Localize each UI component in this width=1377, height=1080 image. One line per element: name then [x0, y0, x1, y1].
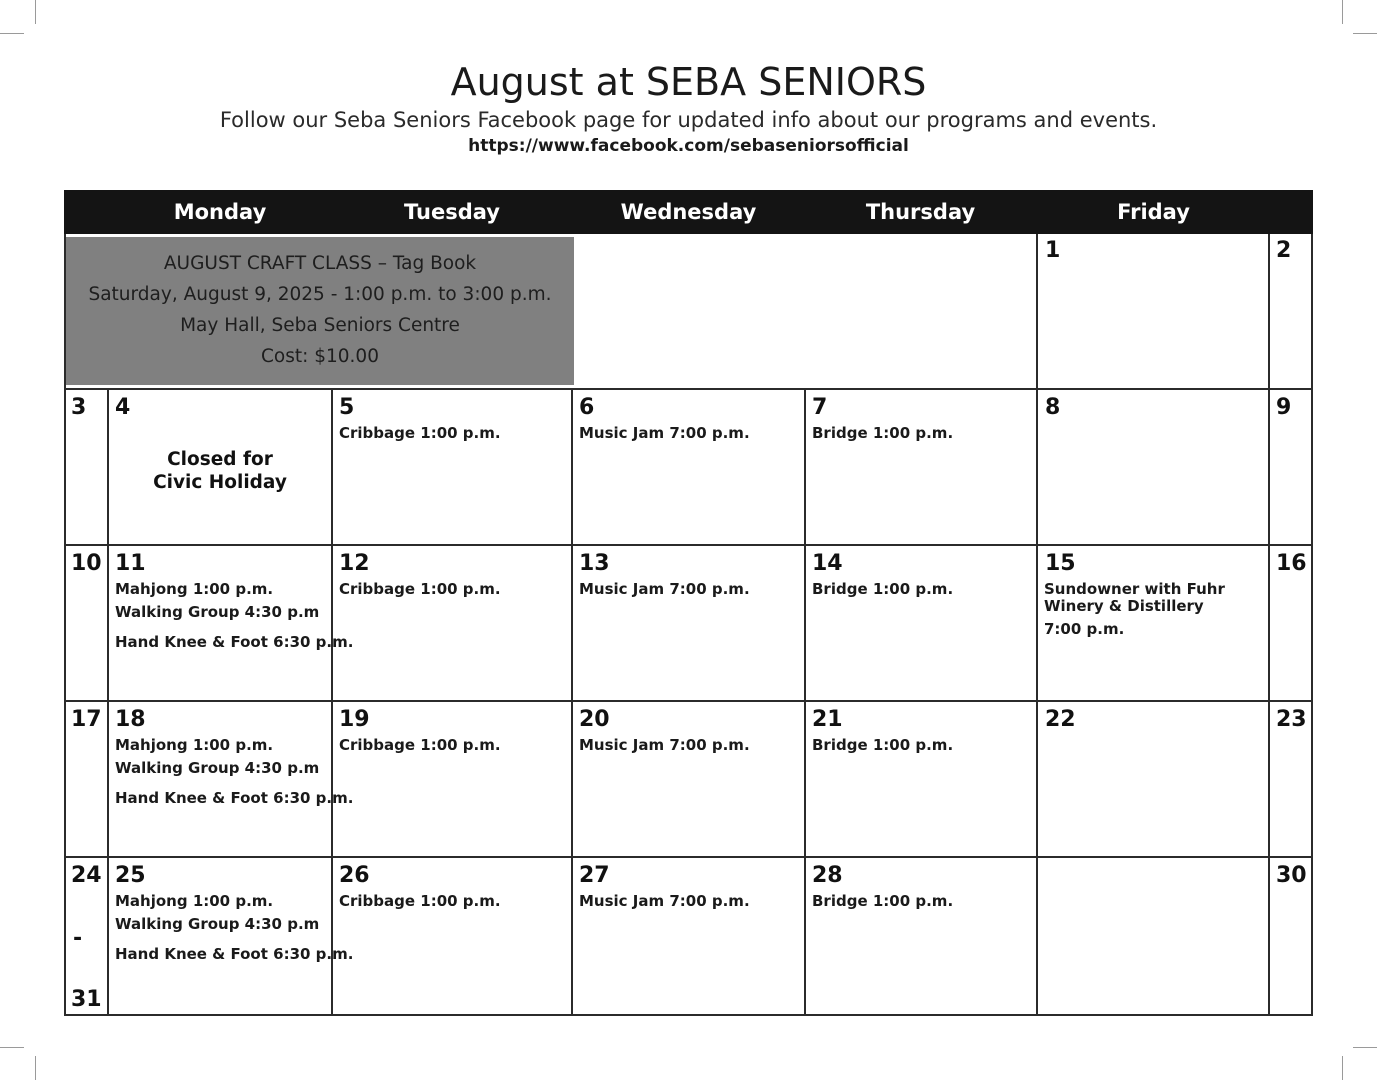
holiday-note [109, 448, 331, 494]
day-number: 28 [812, 863, 843, 888]
day-number: 8 [1045, 395, 1061, 420]
event-label: Music Jam 7:00 p.m. [579, 736, 750, 754]
promo-cost: Cost: $10.00 [261, 346, 379, 367]
weekday-thursday: Thursday [865, 200, 976, 224]
crop-mark [0, 1047, 24, 1048]
grid-line [1268, 389, 1270, 1015]
event-label: Mahjong 1:00 p.m. [115, 580, 274, 598]
event-label: Winery & Distillery [1044, 597, 1204, 615]
event-label: Bridge 1:00 p.m. [812, 424, 954, 442]
grid-line [64, 700, 1313, 702]
event-label: Walking Group 4:30 p.m [115, 603, 320, 621]
promo-title: AUGUST CRAFT CLASS – Tag Book [163, 253, 477, 274]
page-subtitle: Follow our Seba Seniors Facebook page for updated info about our programs and events. [219, 108, 1158, 132]
page-title: August at SEBA SENIORS [450, 60, 927, 104]
day-number: 11 [115, 551, 146, 576]
grid-line [1268, 234, 1270, 390]
event-label: Mahjong 1:00 p.m. [115, 736, 274, 754]
day-number: 10 [71, 551, 102, 576]
day-number: 17 [71, 707, 102, 732]
event-label: Walking Group 4:30 p.m [115, 759, 320, 777]
weekday-monday: Monday [173, 200, 267, 224]
event-label: Hand Knee & Foot 6:30 p.m. [115, 633, 354, 651]
promo-date: Saturday, August 9, 2025 - 1:00 p.m. to 3:00 p.m. [88, 284, 552, 305]
event-label: Mahjong 1:00 p.m. [115, 892, 274, 910]
day-number: 18 [115, 707, 146, 732]
craft-class-promo [66, 237, 574, 385]
grid-line [804, 389, 806, 1015]
holiday-note-line: Closed for [167, 449, 273, 470]
day-number: 5 [339, 395, 355, 420]
weekday-friday: Friday [1117, 200, 1190, 224]
grid-line [64, 856, 1313, 858]
event-label: Bridge 1:00 p.m. [812, 736, 954, 754]
day-number: 12 [339, 551, 370, 576]
day-number: 24 [71, 863, 102, 888]
event-label: Walking Group 4:30 p.m [115, 915, 320, 933]
crop-mark [1342, 0, 1343, 24]
crop-mark [1342, 1056, 1343, 1080]
day-number: 3 [71, 395, 87, 420]
crop-mark [35, 0, 36, 24]
day-number: 31 [71, 987, 102, 1012]
holiday-note-line: Civic Holiday [153, 472, 287, 493]
event-label: 7:00 p.m. [1044, 620, 1125, 638]
event-label: Bridge 1:00 p.m. [812, 892, 954, 910]
weekday-header [64, 190, 1313, 234]
facebook-url: https://www.facebook.com/sebaseniorsofficial [468, 136, 909, 156]
crop-mark [35, 1056, 36, 1080]
grid-line [64, 388, 1313, 390]
day-number: 19 [339, 707, 370, 732]
day-number: 15 [1045, 551, 1076, 576]
event-label: Cribbage 1:00 p.m. [339, 424, 501, 442]
promo-location: May Hall, Seba Seniors Centre [180, 315, 460, 336]
grid-line [571, 389, 573, 1015]
day-number: 26 [339, 863, 370, 888]
event-label: Sundowner with Fuhr [1044, 580, 1225, 598]
event-label: Hand Knee & Foot 6:30 p.m. [115, 789, 354, 807]
weekday-tuesday: Tuesday [404, 200, 500, 224]
grid-line [1311, 234, 1313, 1016]
grid-line [1036, 234, 1038, 390]
day-number: 4 [115, 395, 131, 420]
day-number: 21 [812, 707, 843, 732]
day-number: 1 [1045, 238, 1061, 263]
event-label: Cribbage 1:00 p.m. [339, 736, 501, 754]
grid-line [1036, 389, 1038, 1015]
event-label: Cribbage 1:00 p.m. [339, 892, 501, 910]
grid-line [64, 544, 1313, 546]
day-number: 25 [115, 863, 146, 888]
day-number: 6 [579, 395, 595, 420]
event-label: Hand Knee & Foot 6:30 p.m. [115, 945, 354, 963]
crop-mark [0, 33, 24, 34]
day-range-dash: - [73, 926, 83, 951]
day-number: 27 [579, 863, 610, 888]
day-number: 2 [1276, 238, 1292, 263]
event-label: Music Jam 7:00 p.m. [579, 580, 750, 598]
day-number: 14 [812, 551, 843, 576]
day-number: 13 [579, 551, 610, 576]
grid-line [64, 1014, 1313, 1016]
day-number: 16 [1276, 551, 1307, 576]
event-label: Music Jam 7:00 p.m. [579, 892, 750, 910]
day-number: 30 [1276, 863, 1307, 888]
event-label: Bridge 1:00 p.m. [812, 580, 954, 598]
day-number: 9 [1276, 395, 1292, 420]
day-number: 22 [1045, 707, 1076, 732]
day-number: 23 [1276, 707, 1307, 732]
grid-line [331, 389, 333, 1015]
event-label: Music Jam 7:00 p.m. [579, 424, 750, 442]
day-number: 20 [579, 707, 610, 732]
crop-mark [1353, 1047, 1377, 1048]
weekday-wednesday: Wednesday [620, 200, 757, 224]
event-label: Cribbage 1:00 p.m. [339, 580, 501, 598]
day-number: 7 [812, 395, 828, 420]
crop-mark [1353, 33, 1377, 34]
